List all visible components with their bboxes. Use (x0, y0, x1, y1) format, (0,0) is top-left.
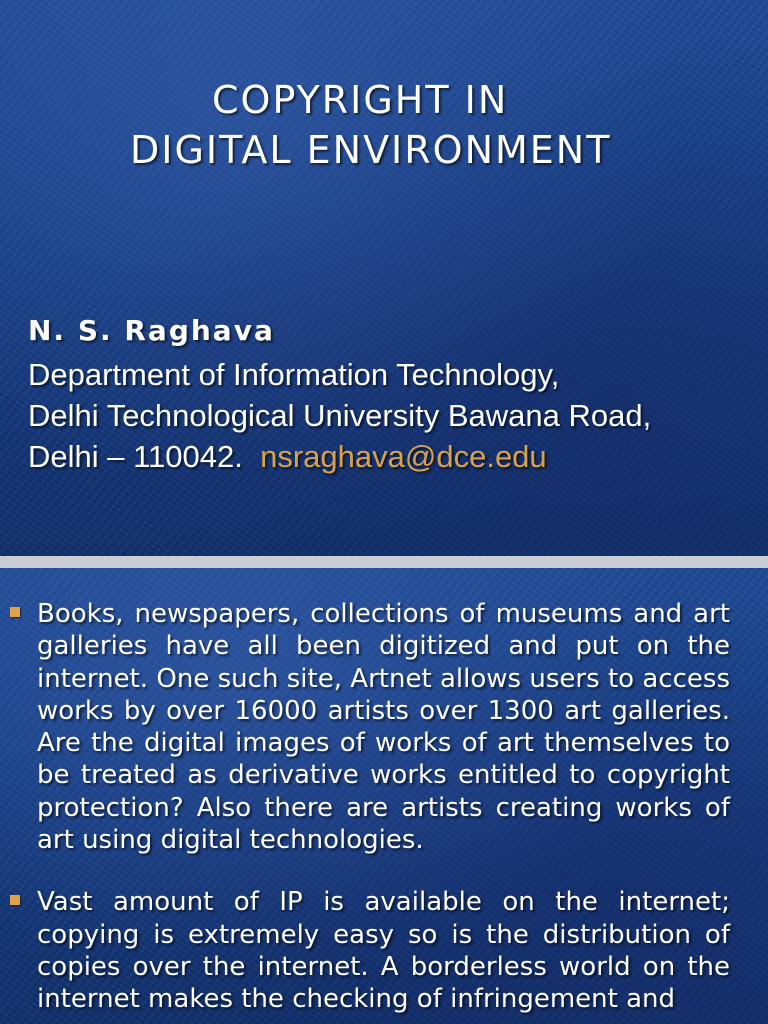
slide-divider (0, 556, 768, 568)
author-affiliation (28, 354, 758, 477)
bullet-text: Books, newspapers, collections of museums and art galleries have all been digitized and put on the internet. One such site, Artnet allows users to access works by over 16000 artists over 1300 art galleries. Are the digital images of works of art themselves to be treated as derivative works entitled to copyright protection? Also there are artists creating works of art using digital technologies. (37, 599, 730, 856)
title-line: DIGITAL ENVIRONMENT (130, 128, 612, 172)
square-bullet-icon (10, 895, 20, 905)
affiliation-line: Department of Information Technology, (28, 357, 560, 392)
email-link[interactable]: nsraghava@dce.edu (260, 439, 547, 474)
title-line: COPYRIGHT IN (212, 78, 509, 122)
bullet-list (8, 598, 730, 1024)
bullet-item (8, 598, 730, 856)
bullet-item (8, 886, 730, 1015)
address-line (28, 436, 758, 477)
content-slide (0, 568, 768, 1024)
bullet-text: Vast amount of IP is available on the internet; copying is extremely easy so is the distribution of copies over the internet. A borderless world on the internet makes the checking of infringement and (37, 887, 730, 1015)
square-bullet-icon (10, 607, 20, 617)
author-name: N. S. Raghava (28, 314, 275, 347)
affiliation-line: Delhi Technological University Bawana Road, (28, 398, 652, 433)
address-text: Delhi – 110042. (28, 439, 243, 474)
